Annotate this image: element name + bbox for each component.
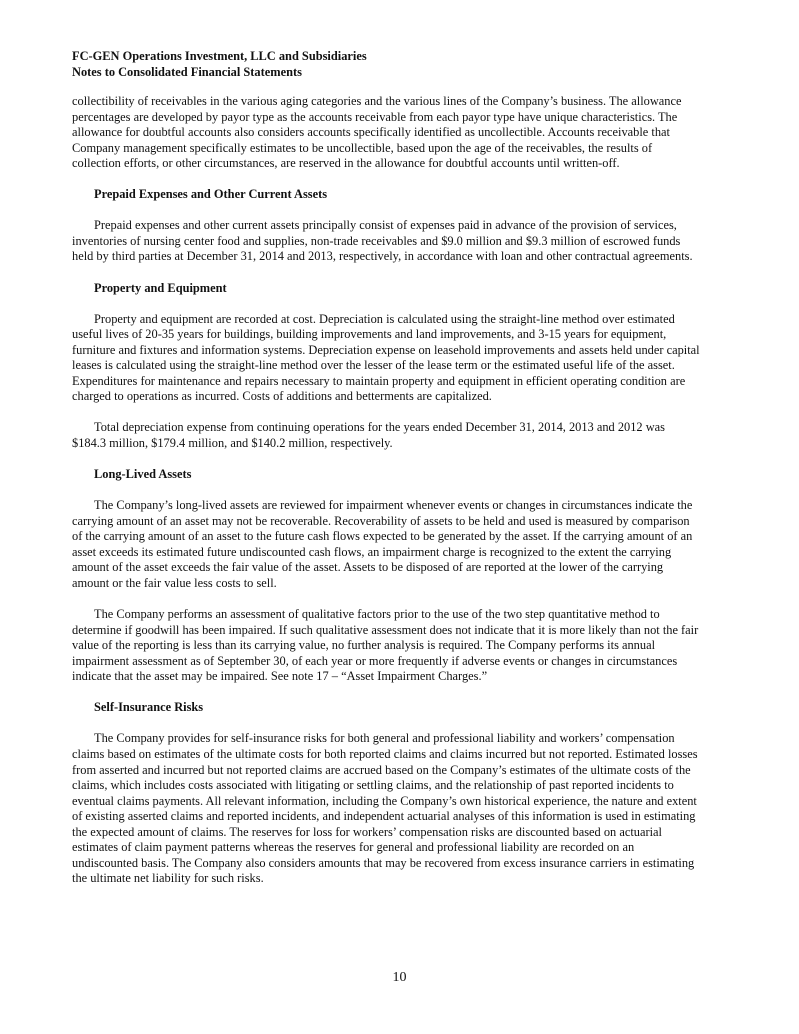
document-body: [72, 94, 702, 887]
paragraph-depreciation: Total depreciation expense from continuing operations for the years ended December 31, 2014, 2013 and 2012 was $184.3 million, $179.4 million, and $140.2 million, respectively.: [72, 420, 665, 451]
paragraph-goodwill: The Company performs an assessment of qualitative factors prior to the use of the two step quantitative method to determine if goodwill has been impaired. If such qualitative assessment does not indicate that it is more likely than not the fair value of the reporting is less than its carrying value, no further analysis is required. The Company performs its annual impairment assessment as of September 30, of each year or more frequently if adverse events or changes in circumstances indicate that the asset may be impaired. See note 17 – “Asset Impairment Charges.”: [72, 607, 699, 684]
section-heading-prepaid: Prepaid Expenses and Other Current Assets: [94, 187, 328, 202]
company-name: FC-GEN Operations Investment, LLC and Subsidiaries: [72, 49, 367, 63]
section-heading-property: Property and Equipment: [94, 280, 227, 295]
section-heading-long-lived: Long-Lived Assets: [94, 467, 192, 482]
paragraph-self-insurance: The Company provides for self-insurance risks for both general and professional liability and workers’ compensation claims based on estimates of the ultimate costs for both reported claims and claims incurred but not reported. Estimated losses from asserted and incurred but not reported claims are accrued based on the Company’s estimates of the ultimate costs of the claims, which includes costs associated with litigating or settling claims, and the relationship of past reported incidents to eventual claims payments. All relevant information, including the Company’s own historical experience, the nature and extent of existing asserted claims and reported incidents, and independent actuarial analyses of this information is used in estimating the expected amount of claims. The reserves for loss for workers’ compensation risks are discounted based on actuarial estimates of claim payment patterns whereas the reserves for general and professional liability are recorded on an undiscounted basis. The Company also considers amounts that may be recovered from excess insurance carriers in estimating the ultimate net liability for such risks.: [72, 731, 698, 886]
page-header: [72, 49, 712, 80]
paragraph-prepaid: Prepaid expenses and other current assets principally consist of expenses paid in advance of the provision of services, inventories of nursing center food and supplies, non-trade receivables and $9.0 million and $9.3 million of escrowed funds held by third parties at December 31, 2014 and 2013, respectively, in accordance with loan and other contractual agreements.: [72, 218, 693, 264]
page-number: 10: [392, 970, 407, 985]
paragraph-long-lived: The Company’s long-lived assets are reviewed for impairment whenever events or changes in circumstances indicate the carrying amount of an asset may not be recoverable. Recoverability of assets to be held and used is measured by comparison of the carrying amount of an asset to the future cash flows expected to be generated by the asset. If the carrying amount of an asset exceeds its estimated future undiscounted cash flows, an impairment charge is recognized to the extent the carrying amount of the asset exceeds the fair value of the asset. Assets to be disposed of are reported at the lower of the carrying amount or the fair value less costs to sell.: [72, 498, 693, 590]
page-subtitle: Notes to Consolidated Financial Statements: [72, 64, 302, 79]
paragraph-receivables: collectibility of receivables in the various aging categories and the various lines of the Company’s business. The allowance percentages are developed by payor type as the accounts receivable from each payor type have unique characteristics. The allowance for doubtful accounts also considers accounts specifically identified as uncollectible. Accounts receivable that Company management specifically estimates to be uncollectible, based upon the age of the receivables, the results of collection efforts, or other circumstances, are reserved in the allowance for doubtful accounts until written-off.: [72, 94, 682, 171]
paragraph-property: Property and equipment are recorded at cost. Depreciation is calculated using the straight-line method over estimated useful lives of 20-35 years for buildings, building improvements and land improvements, and 3-15 years for equipment, furniture and fixtures and information systems. Depreciation expense on leasehold improvements and assets held under capital leases is calculated using the straight-line method over the lesser of the lease term or the estimated useful life of the asset. Expenditures for maintenance and repairs necessary to maintain property and equipment in efficient operating condition are charged to operations as incurred. Costs of additions and betterments are capitalized.: [72, 311, 700, 404]
section-heading-self-insurance: Self-Insurance Risks: [94, 700, 204, 715]
